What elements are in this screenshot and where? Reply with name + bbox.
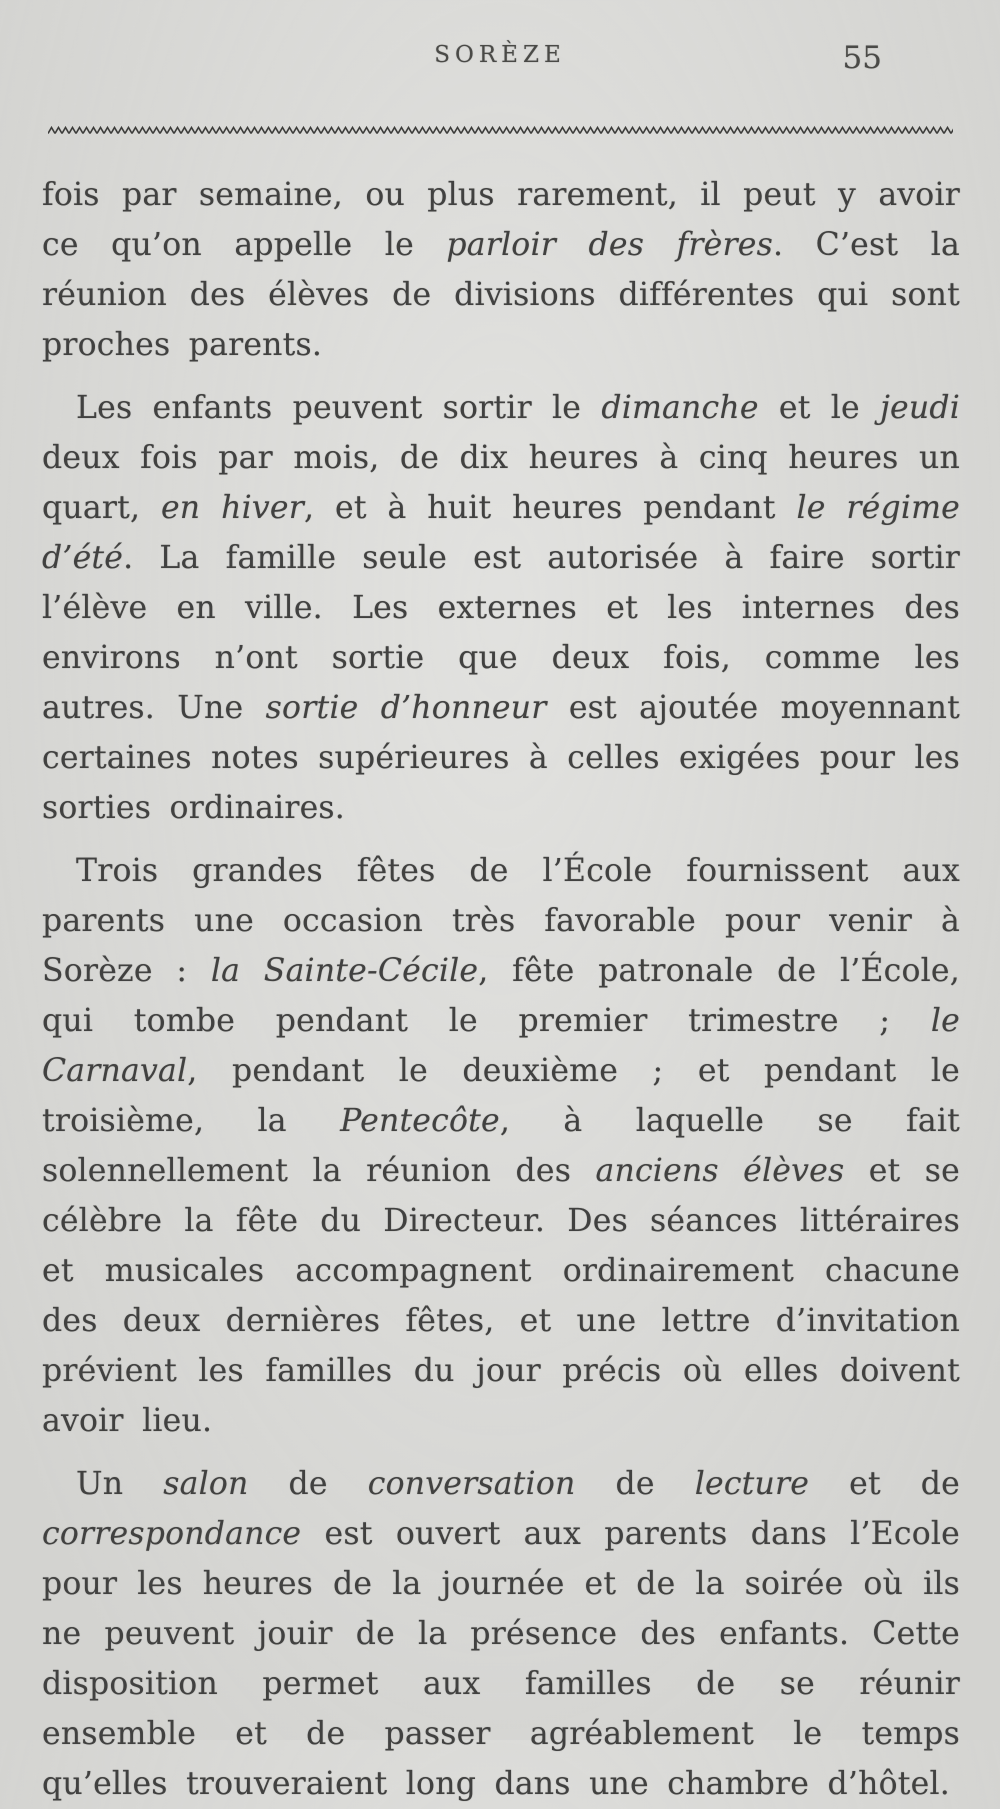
italic-text-run: conversation: [367, 1466, 576, 1502]
text-run: , et à huit heures pendant: [303, 490, 797, 526]
text-run: Les enfants peuvent sortir le: [76, 390, 602, 426]
wavy-rule-ornament: [48, 120, 953, 136]
text-run: et se célèbre la fête du Directeur. Des séances littéraires et musicales accompagnent ordinairement chacune des deux dernières fêtes, et une lettre d’invitation prévient les familles du jour précis où elles doivent avoir lieu.: [42, 1153, 960, 1439]
text-run: est ouvert aux parents dans l’Ecole pour les heures de la journée et de la soirée où ils ne peuvent jouir de la présence des enfants. Cette disposition permet aux familles de se réunir ensemble et de passer agréablement le temps qu’elles trouveraient long dans une chambre d’hôtel.: [42, 1516, 960, 1802]
text-run: deux fois par mois, de dix heures à cinq heures un quart,: [42, 440, 960, 526]
paragraph: [42, 383, 960, 833]
italic-text-run: sortie d’honneur: [265, 690, 547, 726]
italic-text-run: Pentecôte: [340, 1103, 500, 1139]
text-run: et le: [758, 390, 881, 426]
italic-text-run: le régime d’été: [42, 490, 961, 576]
italic-text-run: lecture: [694, 1466, 810, 1502]
page-number: 55: [842, 40, 882, 76]
text-run: Trois grandes fêtes de l’École fournissent aux parents une occasion très favorable pour venir à Sorèze :: [42, 853, 960, 989]
running-title: SORÈZE: [434, 42, 566, 68]
text-run: , pendant le deuxième ; et pendant le troisième, la: [42, 1053, 960, 1139]
italic-text-run: anciens élèves: [595, 1153, 845, 1189]
text-run: . C’est la réunion des élèves de divisions différentes qui sont proches parents.: [42, 227, 960, 363]
italic-text-run: dimanche: [601, 390, 759, 426]
text-run: et de: [809, 1466, 961, 1502]
italic-text-run: la Sainte-Cécile: [210, 953, 479, 989]
italic-text-run: en hiver: [160, 490, 304, 526]
italic-text-run: salon: [163, 1466, 249, 1502]
italic-text-run: le Carnaval: [42, 1003, 960, 1089]
text-block: [0, 136, 1000, 1809]
text-run: de: [248, 1466, 368, 1502]
text-run: , fête patronale de l’École, qui tombe pendant le premier trimestre ;: [42, 953, 960, 1039]
text-run: fois par semaine, ou plus rarement, il peut y avoir ce qu’on appelle le: [42, 177, 960, 263]
italic-text-run: jeudi: [880, 390, 961, 426]
paragraph: [42, 846, 960, 1446]
text-run: de: [575, 1466, 695, 1502]
paragraph: [42, 170, 960, 370]
text-run: Un: [76, 1466, 164, 1502]
text-run: . La famille seule est autorisée à faire sortir l’élève en ville. Les externes et les internes des environs n’ont sortie que deux fois, comme les autres. Une: [42, 540, 960, 726]
text-run: , à laquelle se fait solennellement la réunion des: [42, 1103, 960, 1189]
page-header: [0, 0, 1000, 120]
italic-text-run: parloir des frères: [446, 227, 773, 263]
text-run: est ajoutée moyennant certaines notes supérieures à celles exigées pour les sorties ordinaires.: [42, 690, 960, 826]
paragraph: [42, 1459, 960, 1809]
italic-text-run: correspondance: [42, 1516, 302, 1552]
